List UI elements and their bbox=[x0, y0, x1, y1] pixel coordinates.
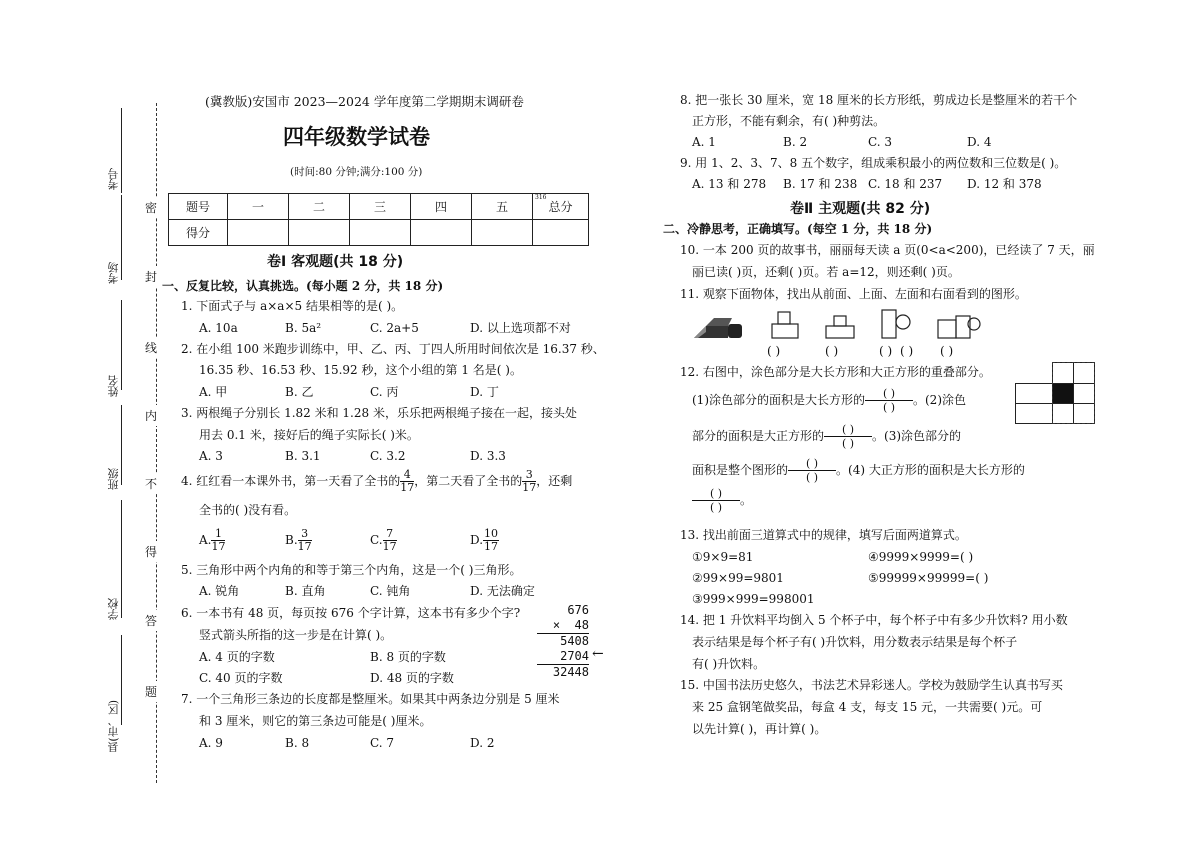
q11-view-1 bbox=[772, 312, 798, 338]
q11-view-4 bbox=[938, 316, 980, 338]
q9-stem: 9. 用 1、2、3、7、8 五个数字，组成乘积最小的两位数和三位数是( )。 bbox=[680, 156, 1067, 170]
q12-fraction-blank[interactable]: ( ) ( ) bbox=[865, 387, 913, 414]
q11-answer-blank[interactable]: ( ) bbox=[900, 344, 914, 358]
seal-char: 题 bbox=[145, 681, 157, 702]
q11-object-icon bbox=[694, 318, 742, 338]
q4-stem-cont: 全书的( )没有看。 bbox=[199, 503, 297, 517]
seal-char: 不 bbox=[145, 473, 157, 494]
q5-option-a[interactable]: A. 锐角 bbox=[199, 584, 240, 598]
q12-fraction-blank[interactable]: ( ) ( ) bbox=[692, 487, 740, 514]
q13-stem: 13. 找出前面三道算式中的规律，填写后面两道算式。 bbox=[680, 528, 967, 542]
score-total-header bbox=[533, 194, 589, 220]
seal-char: 封 bbox=[145, 266, 157, 287]
q12-fraction-blank[interactable]: ( ) ( ) bbox=[824, 423, 872, 450]
q8-stem-cont: 正方形，不能有剩余，有( )种剪法。 bbox=[692, 114, 886, 128]
q9-option-b[interactable]: B. 17 和 238 bbox=[783, 177, 858, 191]
q7-option-b[interactable]: B. 8 bbox=[285, 736, 310, 750]
q12-part-4: ( ) ( ) 。 bbox=[692, 486, 752, 514]
q6-option-d[interactable]: D. 48 页的字数 bbox=[370, 671, 454, 685]
seal-char: 内 bbox=[145, 405, 157, 426]
label-class: 班级 bbox=[107, 468, 120, 490]
q7-option-a[interactable]: A. 9 bbox=[199, 736, 223, 750]
underline-class bbox=[121, 405, 123, 485]
q2-option-d[interactable]: D. 丁 bbox=[470, 385, 499, 399]
q1-option-c[interactable]: C. 2a+5 bbox=[370, 321, 419, 335]
q12-part-1: (1)涂色部分的面积是大长方形的 ( ) ( ) 。(2)涂色 bbox=[692, 387, 966, 414]
score-header-cell: 一 bbox=[228, 194, 289, 220]
score-input-cell[interactable] bbox=[289, 220, 350, 246]
q2-option-c[interactable]: C. 丙 bbox=[370, 385, 399, 399]
q15-stem: 15. 中国书法历史悠久，书法艺术异彩迷人。学校为鼓励学生认真书写买 bbox=[680, 678, 1063, 692]
q14-stem: 14. 把 1 升饮料平均倒入 5 个杯子中，每个杯子中有多少升饮料? 用小数 bbox=[680, 613, 1068, 627]
q3-stem-cont: 用去 0.1 米，接好后的绳子实际长( )米。 bbox=[199, 428, 419, 442]
q6-arrow-icon: ← bbox=[592, 646, 604, 662]
q9-option-d[interactable]: D. 12 和 378 bbox=[967, 177, 1042, 191]
q5-option-c[interactable]: C. 钝角 bbox=[370, 584, 411, 598]
q13-equation-5[interactable]: ⑤99999×99999=( ) bbox=[868, 571, 989, 585]
section2-heading: 二、冷静思考，正确填写。(每空 1 分，共 18 分) bbox=[663, 222, 933, 236]
q4-stem-c: ，还剩 bbox=[536, 474, 573, 488]
q11-answer-blank[interactable]: ( ) bbox=[767, 344, 781, 358]
q6-option-b[interactable]: B. 8 页的字数 bbox=[370, 650, 446, 664]
score-input-cell[interactable] bbox=[350, 220, 411, 246]
q4-stem bbox=[181, 467, 572, 495]
q7-stem-cont: 和 3 厘米，则它的第三条边可能是( )厘米。 bbox=[199, 714, 432, 728]
q8-option-c[interactable]: C. 3 bbox=[868, 135, 893, 149]
q13-equation-4[interactable]: ④9999×9999=( ) bbox=[868, 550, 974, 564]
q4-stem-b: ，第二天看了全书的 bbox=[414, 474, 523, 488]
q12-stem: 12. 右图中，涂色部分是大长方形和大正方形的重叠部分。 bbox=[680, 365, 991, 379]
label-exam-number: 考号 bbox=[107, 168, 120, 190]
q11-answer-blank[interactable]: ( ) bbox=[825, 344, 839, 358]
score-header-cell: 三 bbox=[350, 194, 411, 220]
q2-stem: 2. 在小组 100 米跑步训练中，甲、乙、丙、丁四人所用时间依次是 16.37 秒、 bbox=[181, 342, 605, 356]
q2-stem-cont: 16.35 秒、16.53 秒、15.92 秒，这个小组的第 1 名是( )。 bbox=[199, 363, 522, 377]
q12-grid-cell bbox=[1015, 383, 1053, 404]
vol1-heading: 卷Ⅰ 客观题(共 18 分) bbox=[267, 254, 404, 270]
q1-stem: 1. 下面式子与 a×a×5 结果相等的是( )。 bbox=[181, 299, 404, 313]
score-header-cell: 题号 bbox=[169, 194, 228, 220]
score-header-cell: 二 bbox=[289, 194, 350, 220]
q8-option-a[interactable]: A. 1 bbox=[692, 135, 716, 149]
q3-option-b[interactable]: B. 3.1 bbox=[285, 449, 321, 463]
label-county: 县(市、区) bbox=[107, 700, 120, 753]
q11-answer-blank[interactable]: ( ) bbox=[879, 344, 893, 358]
score-row-label: 得分 bbox=[169, 220, 228, 246]
exam-meta: (时间:80 分钟;满分:100 分) bbox=[290, 166, 423, 178]
q8-stem: 8. 把一张长 30 厘米，宽 18 厘米的长方形纸，剪成边长是整厘米的若干个 bbox=[680, 93, 1078, 107]
underline-exam-room bbox=[121, 195, 123, 280]
q12-fraction-blank[interactable]: ( ) ( ) bbox=[788, 457, 836, 484]
q2-option-a[interactable]: A. 甲 bbox=[199, 385, 228, 399]
score-header-cell: 总分 bbox=[548, 200, 573, 214]
q11-view-2 bbox=[826, 316, 854, 338]
q4-option-a[interactable]: A. $\frac{1}{17}$ bbox=[199, 527, 226, 553]
underline-school bbox=[121, 500, 123, 618]
q7-option-c[interactable]: C. 7 bbox=[370, 736, 395, 750]
q15-stem-end: 以先计算( )，再计算( )。 bbox=[692, 722, 827, 736]
seal-char: 密 bbox=[145, 197, 157, 218]
q5-option-d[interactable]: D. 无法确定 bbox=[470, 584, 535, 598]
score-header-cell: 五 bbox=[472, 194, 533, 220]
q10-stem: 10. 一本 200 页的故事书，丽丽每天读 a 页(0<a<200)，已经读了 7 天，丽 bbox=[680, 243, 1095, 257]
score-header-cell: 四 bbox=[411, 194, 472, 220]
q11-stem: 11. 观察下面物体，找出从前面、上面、左面和右面看到的图形。 bbox=[680, 287, 1027, 301]
seal-char: 答 bbox=[145, 610, 157, 631]
q1-option-d[interactable]: D. 以上选项都不对 bbox=[470, 321, 571, 335]
q5-stem: 5. 三角形中两个内角的和等于第三个内角，这是一个( )三角形。 bbox=[181, 563, 522, 577]
q3-option-c[interactable]: C. 3.2 bbox=[370, 449, 406, 463]
q11-answer-blank[interactable]: ( ) bbox=[940, 344, 954, 358]
vol2-heading: 卷Ⅱ 主观题(共 82 分) bbox=[790, 201, 931, 217]
q4-option-d[interactable]: D. $\frac{10}{17}$ bbox=[470, 527, 499, 553]
q14-stem-cont: 表示结果是每个杯子有( )升饮料，用分数表示结果是每个杯子 bbox=[692, 635, 1018, 649]
section1-heading: 一、反复比较，认真挑选。(每小题 2 分，共 18 分) bbox=[162, 279, 444, 293]
seal-char: 线 bbox=[145, 337, 157, 358]
seal-char: 得 bbox=[145, 541, 157, 562]
q6-vertical-calculation: 676 × 48 5408 2704 32448 bbox=[537, 603, 589, 680]
q14-stem-end: 有( )升饮料。 bbox=[692, 657, 766, 671]
q3-stem: 3. 两根绳子分别长 1.82 米和 1.28 米，乐乐把两根绳子接在一起，接头处 bbox=[181, 406, 577, 420]
q7-option-d[interactable]: D. 2 bbox=[470, 736, 495, 750]
q9-option-a[interactable]: A. 13 和 278 bbox=[692, 177, 767, 191]
q4-stem-a: 4. 红红看一本课外书，第一天看了全书的 bbox=[181, 474, 401, 488]
q11-view-3 bbox=[882, 310, 910, 338]
score-table bbox=[168, 193, 589, 246]
q15-stem-cont: 来 25 盒钢笔做奖品，每盒 4 支，每支 15 元，一共需要( )元。可 bbox=[692, 700, 1043, 714]
score-input-cell[interactable] bbox=[411, 220, 472, 246]
q7-stem: 7. 一个三角形三条边的长度都是整厘米。如果其中两条边分别是 5 厘米 bbox=[181, 692, 560, 706]
q6-option-c[interactable]: C. 40 页的字数 bbox=[199, 671, 283, 685]
score-input-cell[interactable] bbox=[228, 220, 289, 246]
q6-option-a[interactable]: A. 4 页的字数 bbox=[199, 650, 275, 664]
corner-mark: 316 bbox=[535, 194, 547, 201]
q11-figures bbox=[692, 308, 992, 344]
label-name: 姓名 bbox=[107, 375, 120, 397]
q12-big-square-outline bbox=[1052, 362, 1095, 424]
underline-name bbox=[121, 300, 123, 390]
label-exam-room: 考场 bbox=[107, 262, 120, 284]
q12-grid-cell bbox=[1015, 403, 1053, 424]
page-title: 四年级数学试卷 bbox=[283, 124, 430, 149]
underline-exam-number bbox=[121, 108, 123, 193]
q4-fraction-2: $\frac{3}{17}$ bbox=[522, 468, 537, 494]
score-input-cell[interactable] bbox=[472, 220, 533, 246]
q2-option-b[interactable]: B. 乙 bbox=[285, 385, 314, 399]
q12-part-2: 部分的面积是大正方形的 ( ) ( ) 。(3)涂色部分的 bbox=[692, 423, 962, 450]
q3-option-a[interactable]: A. 3 bbox=[199, 449, 223, 463]
q6-stem: 6. 一本书有 48 页，每页按 676 个字计算，这本书有多少个字? bbox=[181, 606, 521, 620]
q12-part-3: 面积是整个图形的 ( ) ( ) 。(4) 大正方形的面积是大长方形的 bbox=[692, 457, 1025, 484]
q13-equation-2: ②99×99=9801 bbox=[692, 571, 784, 585]
score-input-cell[interactable] bbox=[533, 220, 589, 246]
underline-county bbox=[121, 635, 123, 725]
label-school: 学校 bbox=[107, 598, 120, 620]
q4-option-c[interactable]: C. $\frac{7}{17}$ bbox=[370, 527, 397, 553]
q13-equation-1: ①9×9=81 bbox=[692, 550, 754, 564]
q6-stem-cont: 竖式箭头所指的这一步是在计算( )。 bbox=[199, 628, 393, 642]
exam-subtitle: (冀教版)安国市 2023—2024 学年度第二学期期末调研卷 bbox=[205, 94, 524, 109]
q5-option-b[interactable]: B. 直角 bbox=[285, 584, 326, 598]
q8-option-b[interactable]: B. 2 bbox=[783, 135, 808, 149]
q13-equation-3: ③999×999=998001 bbox=[692, 592, 815, 606]
q3-option-d[interactable]: D. 3.3 bbox=[470, 449, 506, 463]
q9-option-c[interactable]: C. 18 和 237 bbox=[868, 177, 943, 191]
q4-fraction-1: $\frac{4}{17}$ bbox=[400, 468, 415, 494]
q10-stem-cont: 丽已读( )页，还剩( )页。若 a=12，则还剩( )页。 bbox=[692, 265, 960, 279]
q4-option-b[interactable]: B. $\frac{3}{17}$ bbox=[285, 527, 312, 553]
q1-option-b[interactable]: B. 5a² bbox=[285, 321, 322, 335]
q1-option-a[interactable]: A. 10a bbox=[199, 321, 238, 335]
q8-option-d[interactable]: D. 4 bbox=[967, 135, 992, 149]
